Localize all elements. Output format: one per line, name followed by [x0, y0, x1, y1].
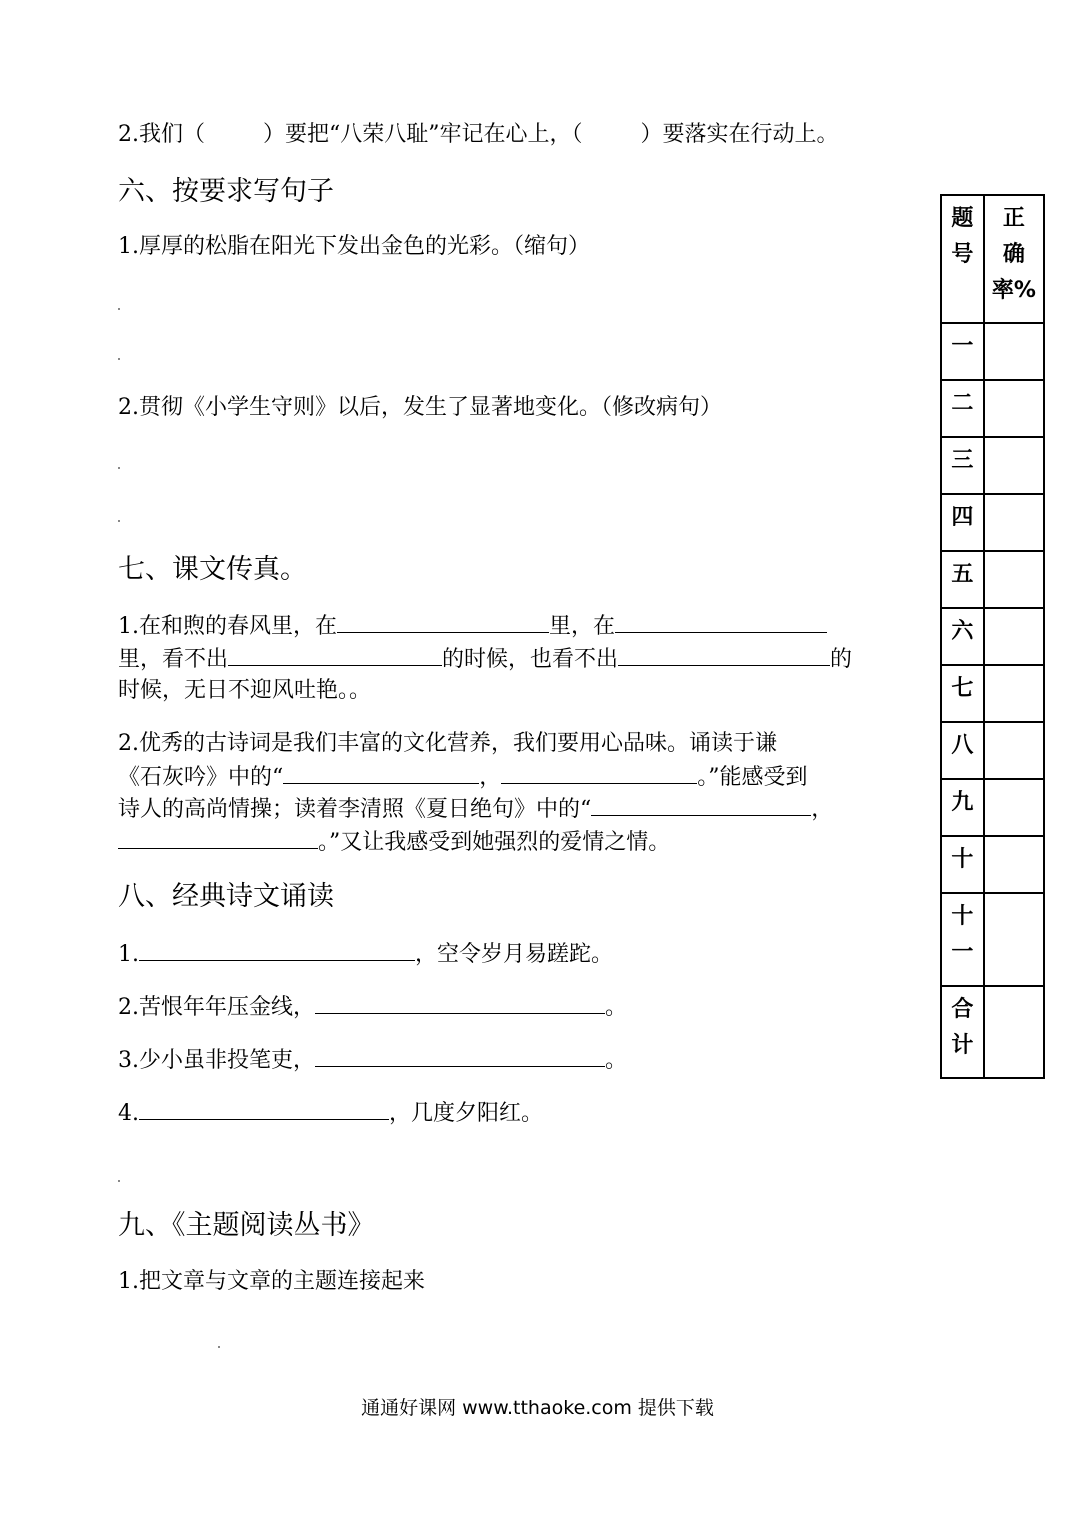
section-9-title: 九、《主题阅读丛书》 [118, 1210, 375, 1241]
score-cell[interactable] [984, 986, 1044, 1078]
footer-source: 通通好课网 www.tthaoke.com 提供下载 [361, 1397, 714, 1419]
section-7-title: 七、课文传真。 [118, 554, 307, 585]
s8-q2: 2.苦恨年年压金线， 。 [118, 991, 627, 1023]
scan-dot [218, 1346, 220, 1348]
score-row: 三 [941, 437, 1044, 494]
answer-blank[interactable] [591, 793, 811, 816]
section-6-title: 六、按要求写句子 [118, 176, 334, 207]
score-row: 七 [941, 665, 1044, 722]
answer-blank[interactable] [139, 1097, 389, 1120]
score-table [940, 194, 1045, 1079]
score-cell[interactable] [984, 665, 1044, 722]
score-row: 二 [941, 380, 1044, 437]
score-row: 十 一 [941, 893, 1044, 986]
answer-blank[interactable] [315, 991, 605, 1014]
s7-q2-line2: 《石灰吟》中的“ ， 。”能感受到 [118, 761, 808, 793]
s8-q4: 4. ，几度夕阳红。 [118, 1097, 543, 1129]
score-row: 四 [941, 494, 1044, 551]
s6-q2: 2.贯彻《小学生守则》以后，发生了显著地变化。（修改病句） [118, 395, 722, 420]
header-accuracy: 正 确 率% [984, 195, 1044, 323]
score-row: 八 [941, 722, 1044, 779]
s7-q1-line2: 里，看不出 的时候，也看不出 的 [118, 643, 852, 675]
score-row: 九 [941, 779, 1044, 836]
score-cell[interactable] [984, 722, 1044, 779]
scan-dot [118, 1180, 120, 1182]
s7-q2-line1: 2.优秀的古诗词是我们丰富的文化营养，我们要用心品味。诵读于谦 [118, 731, 777, 756]
scan-dot [118, 358, 120, 360]
s6-q1: 1.厚厚的松脂在阳光下发出金色的光彩。（缩句） [118, 234, 590, 259]
s8-q3: 3.少小虽非投笔吏， 。 [118, 1044, 627, 1076]
score-row: 十 [941, 836, 1044, 893]
answer-blank[interactable] [618, 643, 830, 666]
answer-blank[interactable] [315, 1044, 605, 1067]
score-row-total: 合 计 [941, 986, 1044, 1078]
score-cell[interactable] [984, 380, 1044, 437]
answer-blank[interactable] [337, 610, 549, 633]
score-cell[interactable] [984, 836, 1044, 893]
score-cell[interactable] [984, 494, 1044, 551]
answer-blank[interactable] [228, 643, 442, 666]
answer-blank[interactable] [501, 761, 697, 784]
s5-q2-line: 2.我们（ ）要把“八荣八耻”牢记在心上，（ ）要落实在行动上。 [118, 122, 839, 147]
score-cell[interactable] [984, 779, 1044, 836]
score-cell[interactable] [984, 893, 1044, 986]
score-row: 一 [941, 323, 1044, 380]
s8-q1: 1. ，空令岁月易蹉跎。 [118, 938, 613, 970]
answer-blank[interactable] [139, 938, 415, 961]
s7-q1-line3: 时候，无日不迎风吐艳。。 [118, 678, 372, 703]
scan-dot [118, 308, 120, 310]
s7-q1-line1: 1.在和煦的春风里，在 里，在 [118, 610, 827, 642]
score-cell[interactable] [984, 437, 1044, 494]
section-8-title: 八、经典诗文诵读 [118, 881, 334, 912]
answer-blank[interactable] [615, 610, 827, 633]
score-cell[interactable] [984, 323, 1044, 380]
score-cell[interactable] [984, 551, 1044, 608]
header-question-number: 题 号 [941, 195, 984, 323]
scan-dot [118, 467, 120, 469]
s7-q2-line3: 诗人的高尚情操；读着李清照《夏日绝句》中的“ ， [118, 793, 833, 825]
answer-blank[interactable] [118, 826, 318, 849]
score-row: 六 [941, 608, 1044, 665]
answer-blank[interactable] [283, 761, 479, 784]
score-table-header [941, 195, 1044, 323]
scan-dot [118, 520, 120, 522]
score-row: 五 [941, 551, 1044, 608]
score-cell[interactable] [984, 608, 1044, 665]
s7-q2-line4: 。”又让我感受到她强烈的爱情之情。 [118, 826, 670, 858]
s9-q1: 1.把文章与文章的主题连接起来 [118, 1269, 425, 1294]
